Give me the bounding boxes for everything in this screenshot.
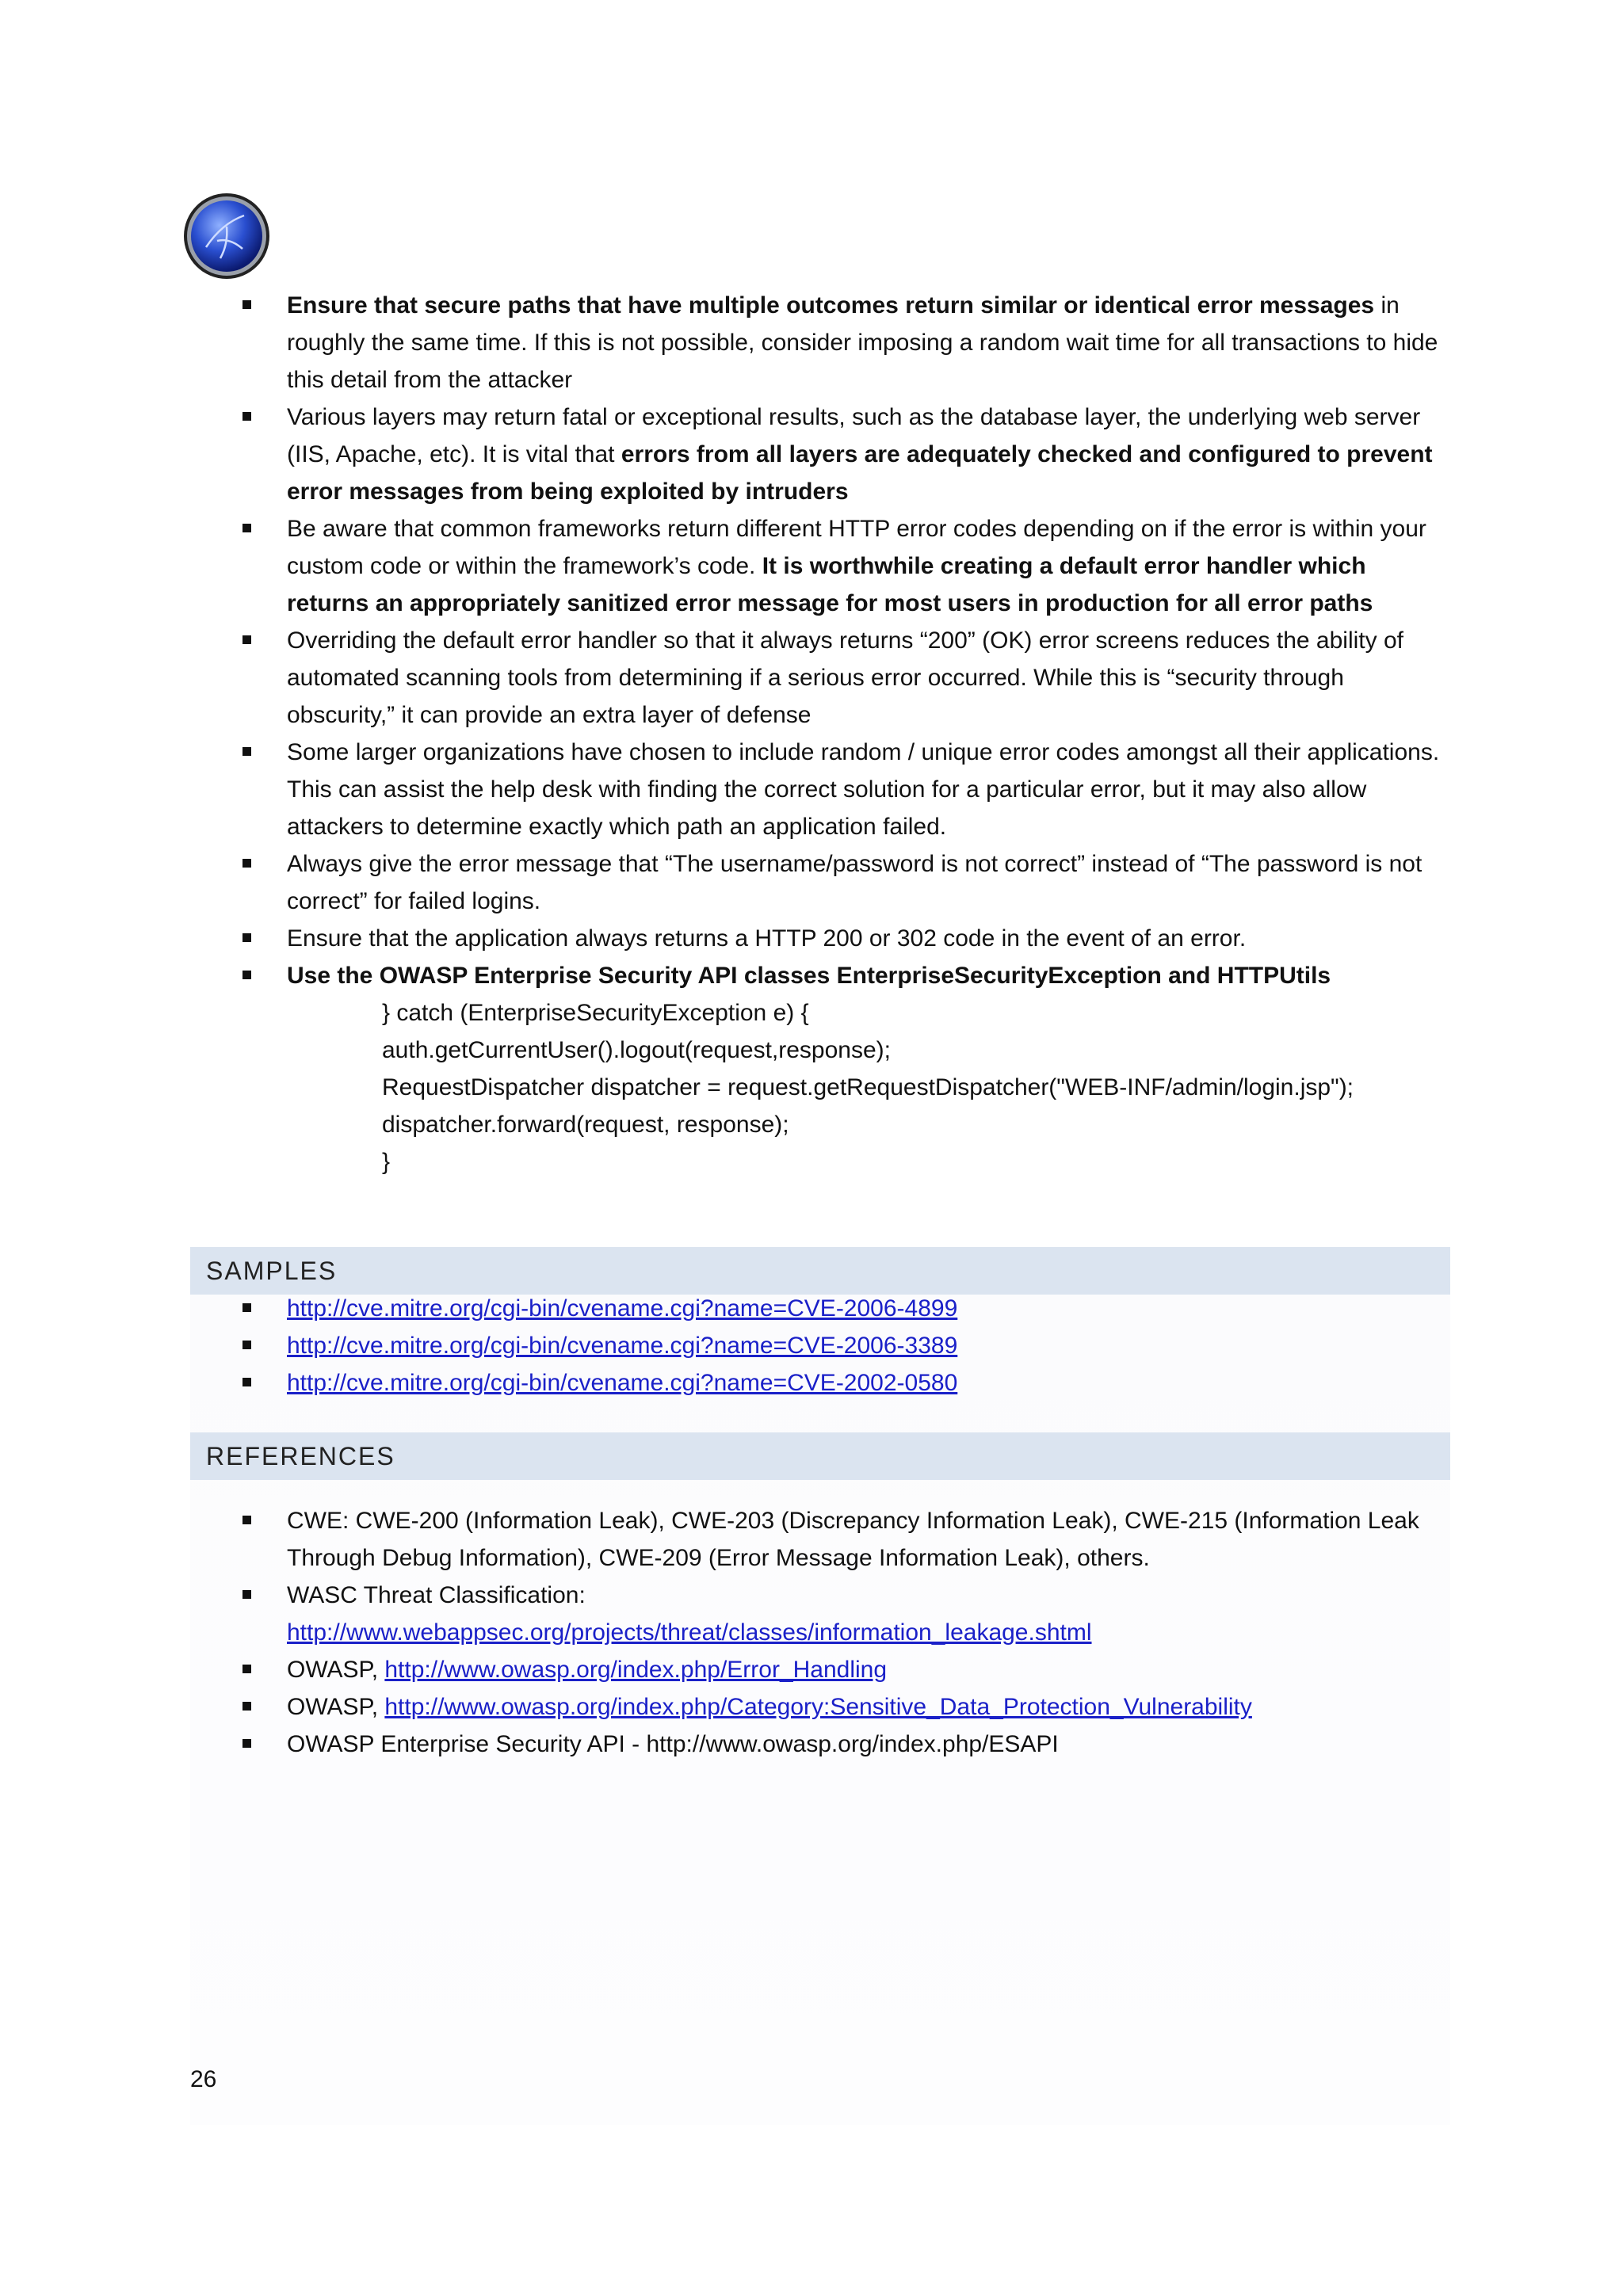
list-item	[190, 957, 1450, 994]
text-run: in roughly the same time. If this is not possible, consider imposing a random wait time for all transactions to hide this detail from the attacker	[287, 292, 1438, 393]
code-example	[190, 994, 1450, 1180]
owasp-logo-icon	[182, 192, 271, 280]
samples-list-block	[190, 1290, 1450, 1402]
text-run: Various layers may return fatal or exceptional results, such as the database layer, the underlying web server (IIS, Apache, etc). It is vital that	[287, 404, 1421, 467]
text-run: Ensure that the application always returns a HTTP 200 or 302 code in the event of an error.	[287, 925, 1247, 952]
samples-heading: SAMPLES	[190, 1247, 1450, 1295]
reference-link[interactable]: http://www.owasp.org/index.php/Category:Sensitive_Data_Protection_Vulnerability	[384, 1694, 1252, 1720]
code-line: dispatcher.forward(request, response);	[382, 1112, 789, 1138]
list-item	[190, 622, 1450, 734]
list-item	[190, 1651, 1450, 1688]
list-item	[190, 845, 1450, 920]
text-run: Be aware that common frameworks return different HTTP error codes depending on if the error is within your custom code or within the framework’s code.	[287, 516, 1426, 579]
list-item	[190, 920, 1450, 957]
recommendation-list	[190, 287, 1450, 994]
bold-text: Ensure that secure paths that have multiple outcomes return similar or identical error messages	[287, 292, 1375, 318]
sample-link[interactable]: http://cve.mitre.org/cgi-bin/cvename.cgi?name=CVE-2002-0580	[287, 1370, 958, 1396]
text-run: OWASP,	[287, 1694, 385, 1720]
list-item	[190, 1364, 1450, 1402]
list-item	[190, 1502, 1450, 1577]
list-item	[190, 1327, 1450, 1364]
bold-text: It is worthwhile creating a default error handler which returns an appropriately sanitized error message for most users in production for all error paths	[287, 553, 1373, 616]
text-run: Overriding the default error handler so that it always returns “200” (OK) error screens reduces the ability of automated scanning tools from determining if a serious error occurred. While this is “security through obscurity,” it can provide an extra layer of defense	[287, 627, 1403, 728]
references-list	[190, 1502, 1450, 1763]
list-item	[190, 1577, 1450, 1651]
reference-link[interactable]: http://www.webappsec.org/projects/threat/classes/information_leakage.shtml	[287, 1619, 1092, 1646]
list-item	[190, 399, 1450, 510]
list-item	[190, 1726, 1450, 1763]
list-item	[190, 510, 1450, 622]
bold-text: Use the OWASP Enterprise Security API classes EnterpriseSecurityException and HTTPUtils	[287, 963, 1331, 989]
text-run: Some larger organizations have chosen to include random / unique error codes amongst all their applications. This can assist the help desk with finding the correct solution for a particular error, but it may also allow attackers to determine exactly which path an application failed.	[287, 739, 1440, 840]
text-run: CWE: CWE-200 (Information Leak), CWE-203 (Discrepancy Information Leak), CWE-215 (Information Leak Through Debug Information), CWE-209 (Error Message Information Leak), others.	[287, 1508, 1419, 1571]
sample-link[interactable]: http://cve.mitre.org/cgi-bin/cvename.cgi?name=CVE-2006-4899	[287, 1295, 958, 1322]
list-item	[190, 287, 1450, 399]
sample-link[interactable]: http://cve.mitre.org/cgi-bin/cvename.cgi?name=CVE-2006-3389	[287, 1333, 958, 1359]
text-run: OWASP Enterprise Security API - http://www.owasp.org/index.php/ESAPI	[287, 1731, 1059, 1757]
code-line: } catch (EnterpriseSecurityException e) {	[382, 1000, 809, 1026]
reference-link[interactable]: http://www.owasp.org/index.php/Error_Handling	[384, 1657, 888, 1683]
text-run: Always give the error message that “The username/password is not correct” instead of “The password is not correct” for failed logins.	[287, 851, 1423, 914]
list-item	[190, 1290, 1450, 1327]
samples-list	[190, 1290, 1450, 1402]
main-content	[190, 287, 1450, 1180]
code-line: auth.getCurrentUser().logout(request,response);	[382, 1037, 891, 1063]
references-list-block	[190, 1502, 1450, 1763]
text-run: WASC Threat Classification:	[287, 1582, 586, 1608]
references-heading: REFERENCES	[190, 1432, 1450, 1480]
list-item	[190, 1688, 1450, 1726]
page-number: 26	[190, 2066, 217, 2092]
bold-text: errors from all layers are adequately checked and configured to prevent error messages from being exploited by intruders	[287, 441, 1433, 505]
list-item	[190, 734, 1450, 845]
code-line: RequestDispatcher dispatcher = request.getRequestDispatcher("WEB-INF/admin/login.jsp");	[382, 1074, 1354, 1100]
code-line: }	[382, 1149, 391, 1175]
text-run: OWASP,	[287, 1657, 385, 1683]
